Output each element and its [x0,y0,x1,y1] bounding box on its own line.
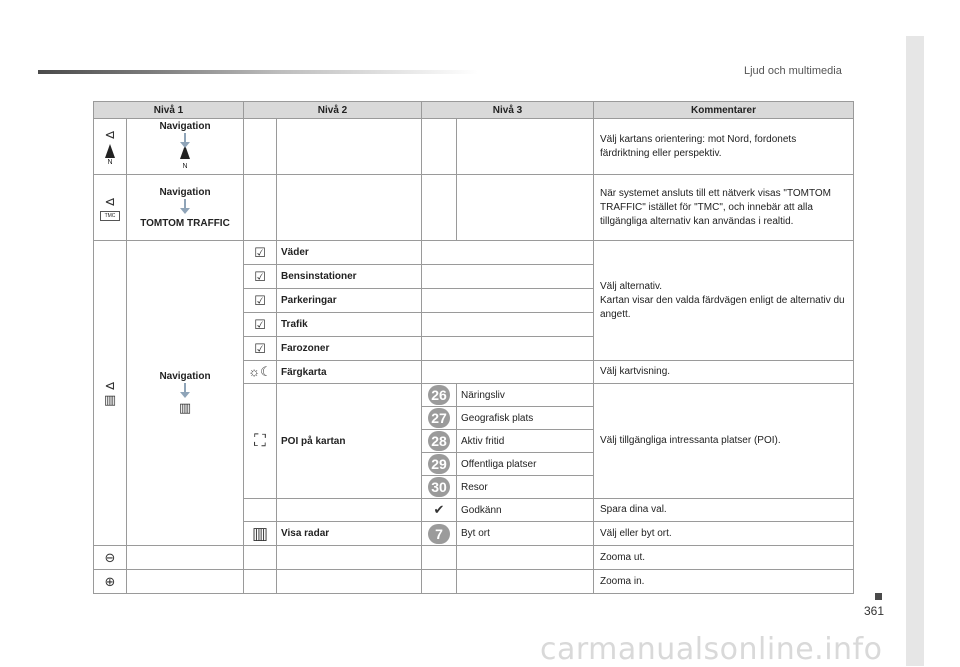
orientation-icon: ⊲ [104,378,116,393]
arrow-down-icon [184,133,186,143]
level1-cell [127,119,244,175]
empty-cell [422,241,594,265]
category-badge: 7 [428,524,450,544]
map-layers-icon: ▥ [103,392,117,407]
icon-cell [422,522,457,546]
day-night-icon: ☼☾ [248,364,272,379]
orientation-icon: ⊲ [104,193,116,209]
zoom-in-icon: ⊕ [104,573,116,589]
comment-cell: Välj tillgängliga intressanta platser (POI). [594,384,854,499]
north-arrow-icon [105,144,115,158]
empty-cell [422,546,457,570]
empty-cell [422,361,594,384]
category-badge: 28 [428,431,450,451]
empty-cell [422,570,457,594]
table-row [94,241,854,265]
checkbox-icon: ☑ [254,340,266,356]
level2-label: Visa radar [277,522,422,546]
page-marker [875,593,882,600]
table-row-orientation [94,119,854,175]
radar-icon: ▥ [251,523,269,543]
icon-cell [422,453,457,476]
header-gradient-bar [38,70,478,74]
icon-cell [244,522,277,546]
comment-cell: Välj kartvisning. [594,361,854,384]
empty-cell [127,546,244,570]
north-letter: N [107,158,113,166]
empty-cell [457,546,594,570]
comment-cell: Spara dina val. [594,499,854,522]
header-level3: Nivå 3 [422,102,594,119]
poi-icon: ⛶ [254,431,266,450]
empty-cell [422,119,457,175]
empty-cell [422,313,594,337]
empty-cell [422,175,457,241]
empty-cell [277,119,422,175]
section-title: Ljud och multimedia [744,65,842,77]
comment-cell: Välj kartans orientering: mot Nord, fordonets färdriktning eller perspektiv. [594,119,854,175]
level3-label: Offentliga platser [457,453,594,476]
empty-cell [422,289,594,313]
icon-cell [244,361,277,384]
level1-cell [127,175,244,241]
icon-cell [94,241,127,546]
icon-cell [422,499,457,522]
level1-sublabel: TOMTOM TRAFFIC [140,217,230,229]
page-number: 361 [864,604,885,618]
table-row-zoom-out [94,546,854,570]
empty-cell [127,570,244,594]
table-row-zoom-in [94,570,854,594]
zoom-out-icon: ⊖ [104,549,116,565]
empty-cell [277,546,422,570]
icon-cell [94,570,127,594]
empty-cell [422,265,594,289]
level2-label: Parkeringar [277,289,422,313]
checkbox-icon: ☑ [254,268,266,284]
level1-label: Navigation [159,186,211,198]
icon-cell [94,546,127,570]
empty-cell [244,570,277,594]
icon-cell [244,289,277,313]
icon-cell [94,175,127,241]
north-letter: N [182,163,188,170]
empty-cell [457,175,594,241]
level3-label: Geografisk plats [457,407,594,430]
level2-label: POI på kartan [277,384,422,499]
icon-cell [244,313,277,337]
level3-label: Aktiv fritid [457,430,594,453]
checkbox-icon: ☑ [254,292,266,308]
icon-cell [94,119,127,175]
empty-cell [277,175,422,241]
level1-label: Navigation [159,371,211,382]
level2-label: Väder [277,241,422,265]
level3-label: Näringsliv [457,384,594,407]
header-level1: Nivå 1 [94,102,244,119]
category-badge: 27 [428,408,450,428]
level2-label: Bensinstationer [277,265,422,289]
category-badge: 30 [428,477,450,497]
orientation-icon: ⊲ [104,126,116,142]
comment-cell: Välj eller byt ort. [594,522,854,546]
comment-cell: Välj alternativ. Kartan visar den valda färdvägen enligt de alternativ du angett. [594,241,854,361]
empty-cell [277,499,422,522]
checkbox-icon: ☑ [254,244,266,260]
category-badge: 29 [428,454,450,474]
empty-cell [457,119,594,175]
empty-cell [244,119,277,175]
level2-label: Färgkarta [277,361,422,384]
level2-label: Trafik [277,313,422,337]
icon-cell [422,476,457,499]
empty-cell [457,570,594,594]
category-badge: 26 [428,385,450,405]
watermark: carmanualsonline.info [540,632,883,667]
level3-label: Godkänn [457,499,594,522]
comment-cell: Zooma in. [594,570,854,594]
empty-cell [244,499,277,522]
icon-cell [244,337,277,361]
level1-cell [127,241,244,546]
header-level2: Nivå 2 [244,102,422,119]
comment-cell: Zooma ut. [594,546,854,570]
empty-cell [244,546,277,570]
icon-cell [422,407,457,430]
checkmark-icon: ✔ [433,502,445,517]
comment-cell: När systemet ansluts till ett nätverk visas "TOMTOM TRAFFIC" istället för "TMC", och innebär att alla tillgängliga alternativ kan användas i realtid. [594,175,854,241]
level1-label: Navigation [159,121,211,132]
checkbox-icon: ☑ [254,316,266,332]
empty-cell [244,175,277,241]
arrow-down-icon [184,199,186,209]
level3-label: Resor [457,476,594,499]
icon-cell [244,265,277,289]
side-strip [906,36,924,666]
level2-label: Farozoner [277,337,422,361]
arrow-down-icon [184,383,186,393]
level3-label: Byt ort [457,522,594,546]
empty-cell [277,570,422,594]
traffic-icon: TMC [100,211,120,221]
table-header-row [94,102,854,119]
header-comments: Kommentarer [594,102,854,119]
empty-cell [422,337,594,361]
map-layers-icon: ▥ [178,400,192,415]
table-row-tomtom [94,175,854,241]
navigation-menu-table [93,101,854,594]
icon-cell [422,430,457,453]
icon-cell [244,241,277,265]
icon-cell [244,384,277,499]
icon-cell [422,384,457,407]
